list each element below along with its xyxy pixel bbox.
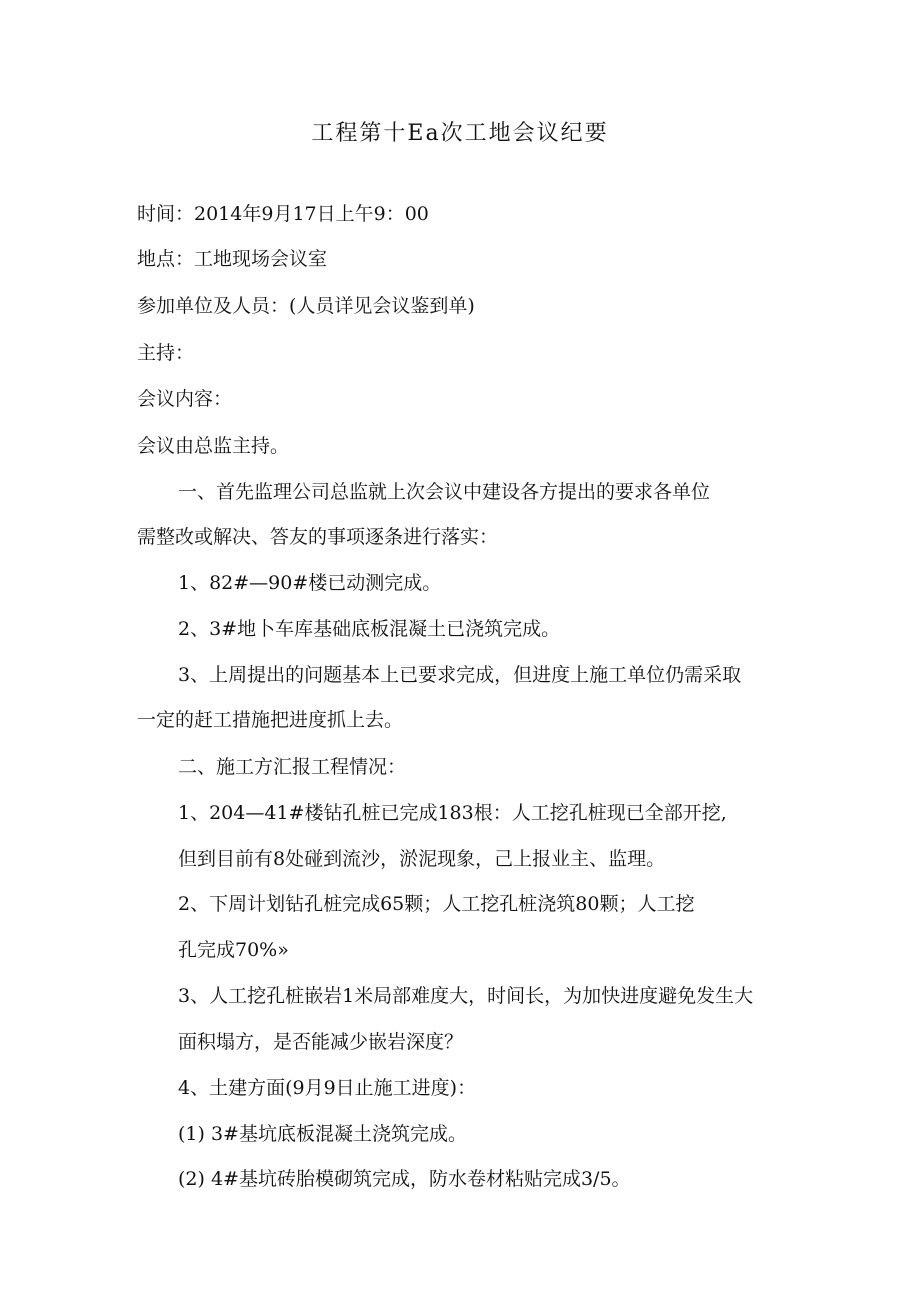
section1-intro-line1: 一、首先监理公司总监就上次会议中建设各方提出的要求各单位 <box>178 481 711 503</box>
document-title: 工程第十Ea次工地会议纪要 <box>311 121 609 146</box>
section2-item1-line1: 1、204—41#楼钻孔桩已完成183根：人工挖孔桩现已全部开挖, <box>178 802 727 824</box>
section1-item1: 1、82#—90#楼已动测完成。 <box>178 572 442 594</box>
chaired-by: 会议由总监主持。 <box>137 435 290 457</box>
section2-sub2: (2) 4#基坑砖胎模砌筑完成，防水卷材粘贴完成3/5。 <box>178 1168 631 1190</box>
section2-item2-line2: 孔完成70%» <box>178 939 289 961</box>
section2-item1-line2: 但到目前有8处碰到流沙，淤泥现象，己上报业主、监理。 <box>178 848 666 870</box>
content-heading: 会议内容： <box>137 388 233 410</box>
section1-intro-line2: 需整改或解决、答友的事项逐条进行落实： <box>137 526 499 548</box>
section2-sub1: (1) 3#基坑底板混凝土浇筑完成。 <box>178 1123 467 1145</box>
section1-item3-line2: 一定的赶工措施把进度抓上去。 <box>137 709 404 731</box>
section2-heading: 二、施工方汇报工程情况： <box>178 756 407 778</box>
meeting-host: 主持： <box>137 342 195 364</box>
section1-item3-line1: 3、上周提出的问题基本上已要求完成，但进度上施工单位仍需采取 <box>178 664 742 686</box>
section2-item2-line1: 2、下周计划钻孔桩完成65颗；人工挖孔桩浇筑80颗；人工挖 <box>178 893 695 915</box>
meeting-time: 时间：2014年9月17日上午9：00 <box>137 203 429 225</box>
meeting-location: 地点：工地现场会议室 <box>137 248 328 270</box>
meeting-participants: 参加单位及人员：(人员详见会议鉴到单) <box>137 295 475 317</box>
section2-item3-line2: 面积塌方，是否能减少嵌岩深度？ <box>178 1031 464 1053</box>
section1-item2: 2、3#地卜车库基础底板混凝土已浇筑完成。 <box>178 618 561 640</box>
section2-item3-line1: 3、人工挖孔桩嵌岩1米局部难度大，时间长，为加快进度避免发生大 <box>178 985 754 1007</box>
section2-item4: 4、土建方面(9月9日止施工进度)： <box>178 1077 477 1099</box>
